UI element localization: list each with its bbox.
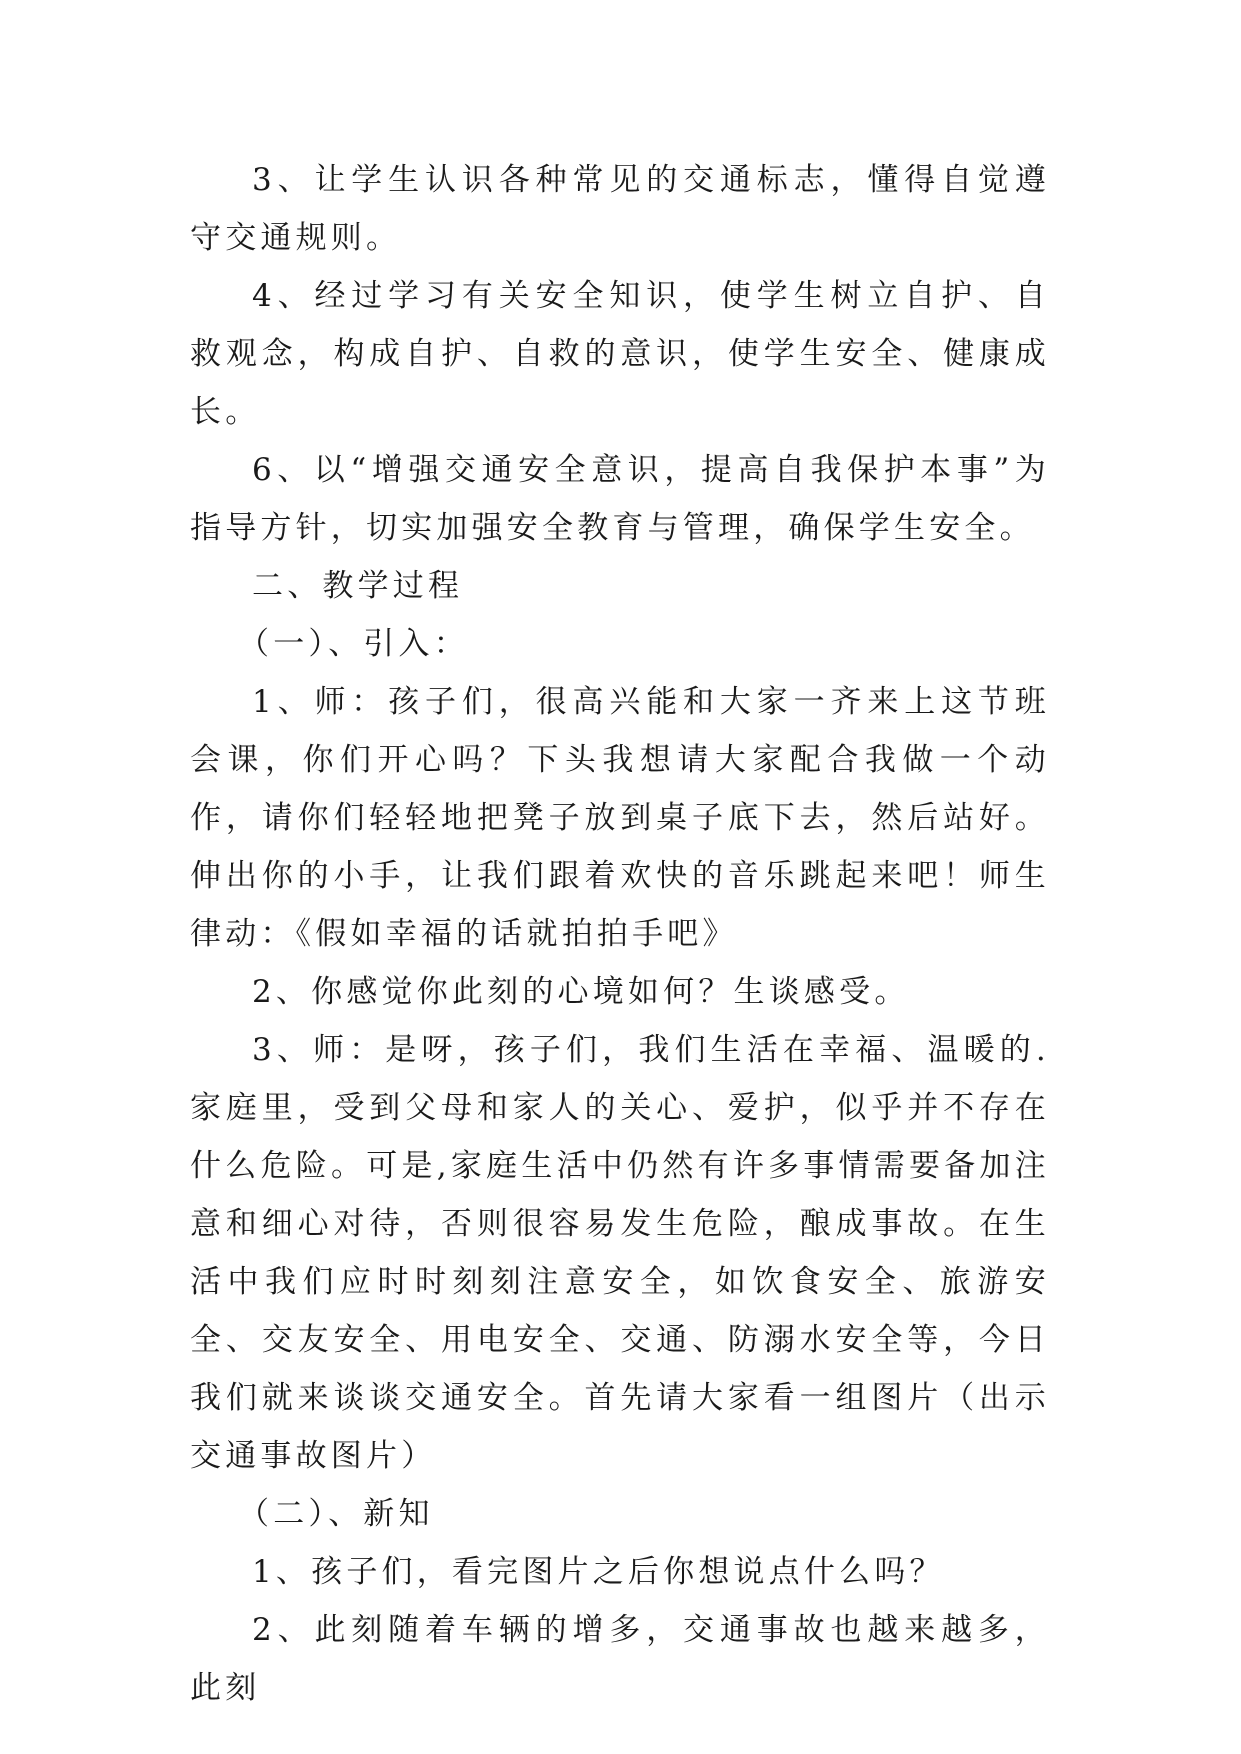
paragraph-step-1: 1、师：孩子们，很高兴能和大家一齐来上这节班会课，你们开心吗？下头我想请大家配合我做一个动作，请你们轻轻地把凳子放到桌子底下去，然后站好。伸出你的小手，让我们跟着欢快的音乐跳起来吧！师生律动：《假如幸福的话就拍拍手吧》	[190, 684, 1050, 952]
subsection-heading-introduction: （一）、引入：	[238, 626, 469, 662]
paragraph-step-3: 3、师：是呀，孩子们，我们生活在幸福、温暖的.家庭里，受到父母和家人的关心、爱护，似乎并不存在什么危险。可是,家庭生活中仍然有许多事情需要备加注意和细心对待，否则很容易发生危险，酿成事故。在生活中我们应时时刻刻注意安全，如饮食安全、旅游安全、交友安全、用电安全、交通、防溺水安全等，今日我们就来谈谈交通安全。首先请大家看一组图片（出示交通事故图片）	[190, 1032, 1050, 1474]
paragraph-goal-3: 3、让学生认识各种常见的交通标志，懂得自觉遵守交通规则。	[190, 162, 1050, 256]
paragraph-step-2: 2、你感觉你此刻的心境如何？生谈感受。	[252, 974, 910, 1010]
subsection-heading-new-knowledge: （二）、新知	[238, 1496, 434, 1532]
paragraph-new-1: 1、孩子们，看完图片之后你想说点什么吗？	[252, 1554, 945, 1590]
section-heading-teaching-process: 二、教学过程	[252, 568, 464, 604]
paragraph-new-2: 2、此刻随着车辆的增多，交通事故也越来越多，此刻	[190, 1612, 1050, 1706]
paragraph-goal-6: 6、以“增强交通安全意识，提高自我保护本事”为指导方针，切实加强安全教育与管理，确保学生安全。	[190, 452, 1050, 546]
document-body	[190, 151, 1050, 1717]
paragraph-goal-4: 4、经过学习有关安全知识，使学生树立自护、自救观念，构成自护、自救的意识，使学生安全、健康成长。	[190, 278, 1050, 430]
